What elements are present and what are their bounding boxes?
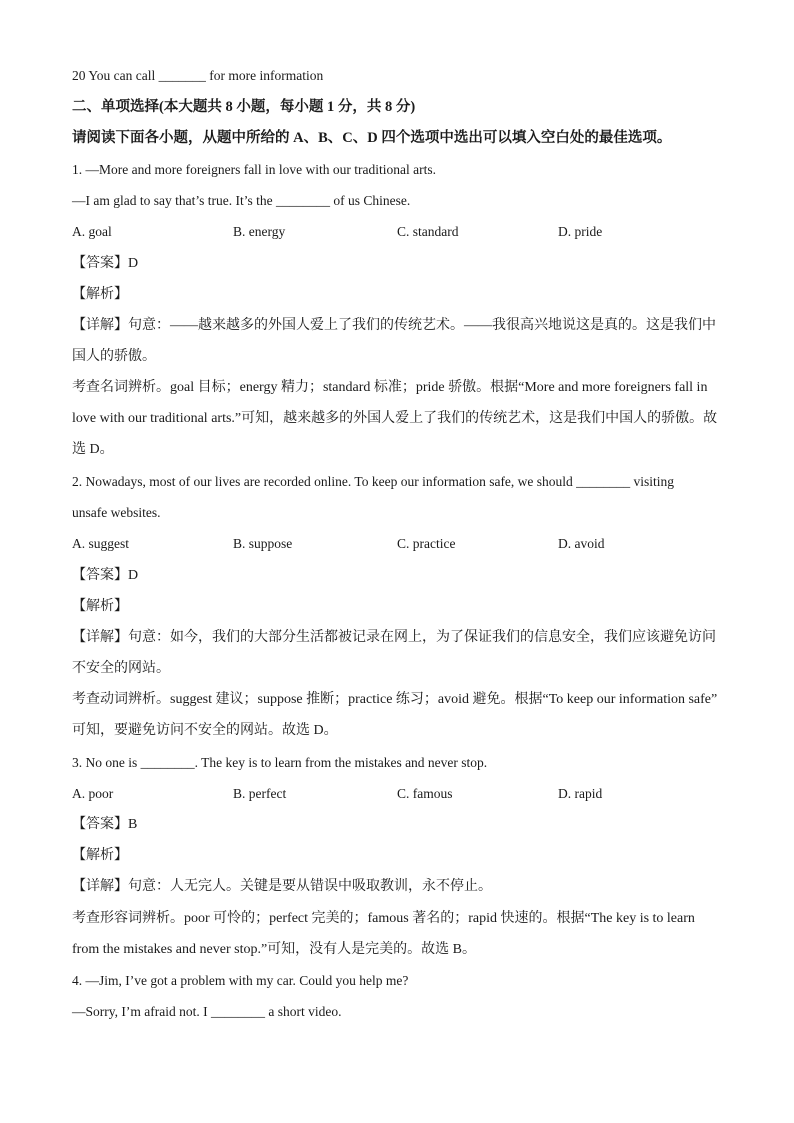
question-3-analysis: 【解析】 [72, 848, 128, 863]
question-1-detail-line-2: 国人的骄傲。 [72, 349, 156, 364]
question-2-stem-line-1: 2. Nowadays, most of our lives are recorded online. To keep our information safe, we should ________ visiting [72, 474, 675, 489]
question-2-option-b: B. suppose [233, 536, 293, 551]
question-4-stem-line-2: —Sorry, I’m afraid not. I ________ a short video. [72, 1004, 342, 1019]
section-heading: 二、单项选择(本大题共 8 小题，每小题 1 分，共 8 分) [72, 99, 416, 115]
question-4-stem-line-1: 4. —Jim, I’ve got a problem with my car. Could you help me? [72, 973, 409, 988]
question-2-detail-line-3: 考查动词辨析。suggest 建议；suppose 推断；practice 练习；avoid 避免。根据“To keep our information safe” [72, 692, 718, 707]
question-1-detail-line-1: 【详解】句意：——越来越多的外国人爱上了我们的传统艺术。——我很高兴地说这是真的。这是我们中 [72, 318, 716, 333]
question-2-detail-line-4: 可知，要避免访问不安全的网站。故选 D。 [72, 723, 338, 738]
instruction: 请阅读下面各小题，从题中所给的 A、B、C、D 四个选项中选出可以填入空白处的最佳选项。 [72, 130, 672, 146]
question-2-option-c: C. practice [397, 536, 456, 551]
question-3-option-b: B. perfect [233, 786, 287, 801]
question-1-analysis: 【解析】 [72, 287, 128, 302]
question-3-detail-line-2: 考查形容词辨析。poor 可怜的；perfect 完美的；famous 著名的；rapid 快速的。根据“The key is to learn [72, 911, 695, 926]
question-2-detail-line-1: 【详解】句意：如今，我们的大部分生活都被记录在网上，为了保证我们的信息安全，我们应该避免访问 [72, 630, 716, 645]
question-1-option-c: C. standard [397, 224, 459, 239]
question-3-option-a: A. poor [72, 786, 114, 801]
question-2-detail-line-2: 不安全的网站。 [72, 661, 170, 676]
question-1-option-d: D. pride [558, 224, 603, 239]
question-1-stem-line-1: 1. —More and more foreigners fall in love with our traditional arts. [72, 162, 437, 177]
question-2-option-a: A. suggest [72, 536, 129, 551]
question-2-analysis: 【解析】 [72, 599, 128, 614]
question-3-detail-line-1: 【详解】句意：人无完人。关键是要从错误中吸取教训，永不停止。 [72, 879, 492, 894]
question-2-option-d: D. avoid [558, 536, 605, 551]
question-3-detail-line-3: from the mistakes and never stop.”可知，没有人是完美的。故选 B。 [72, 942, 477, 957]
question-1-option-a: A. goal [72, 224, 112, 239]
question-1-answer: 【答案】D [72, 256, 139, 271]
q20-line: 20 You can call _______ for more information [72, 68, 324, 83]
question-3-stem-line-1: 3. No one is ________. The key is to learn from the mistakes and never stop. [72, 755, 488, 770]
question-2-answer: 【答案】D [72, 568, 139, 583]
question-1-detail-line-4: love with our traditional arts.”可知，越来越多的外国人爱上了我们的传统艺术，这是我们中国人的骄傲。故 [72, 411, 718, 426]
question-3-option-c: C. famous [397, 786, 453, 801]
question-1-detail-line-5: 选 D。 [72, 442, 114, 457]
question-2-stem-line-2: unsafe websites. [72, 505, 161, 520]
question-1-detail-line-3: 考查名词辨析。goal 目标；energy 精力；standard 标准；pride 骄傲。根据“More and more foreigners fall in [72, 380, 708, 395]
question-1-stem-line-2: —I am glad to say that’s true. It’s the ________ of us Chinese. [72, 193, 411, 208]
question-1-option-b: B. energy [233, 224, 286, 239]
question-3-answer: 【答案】B [72, 817, 138, 832]
question-3-option-d: D. rapid [558, 786, 603, 801]
